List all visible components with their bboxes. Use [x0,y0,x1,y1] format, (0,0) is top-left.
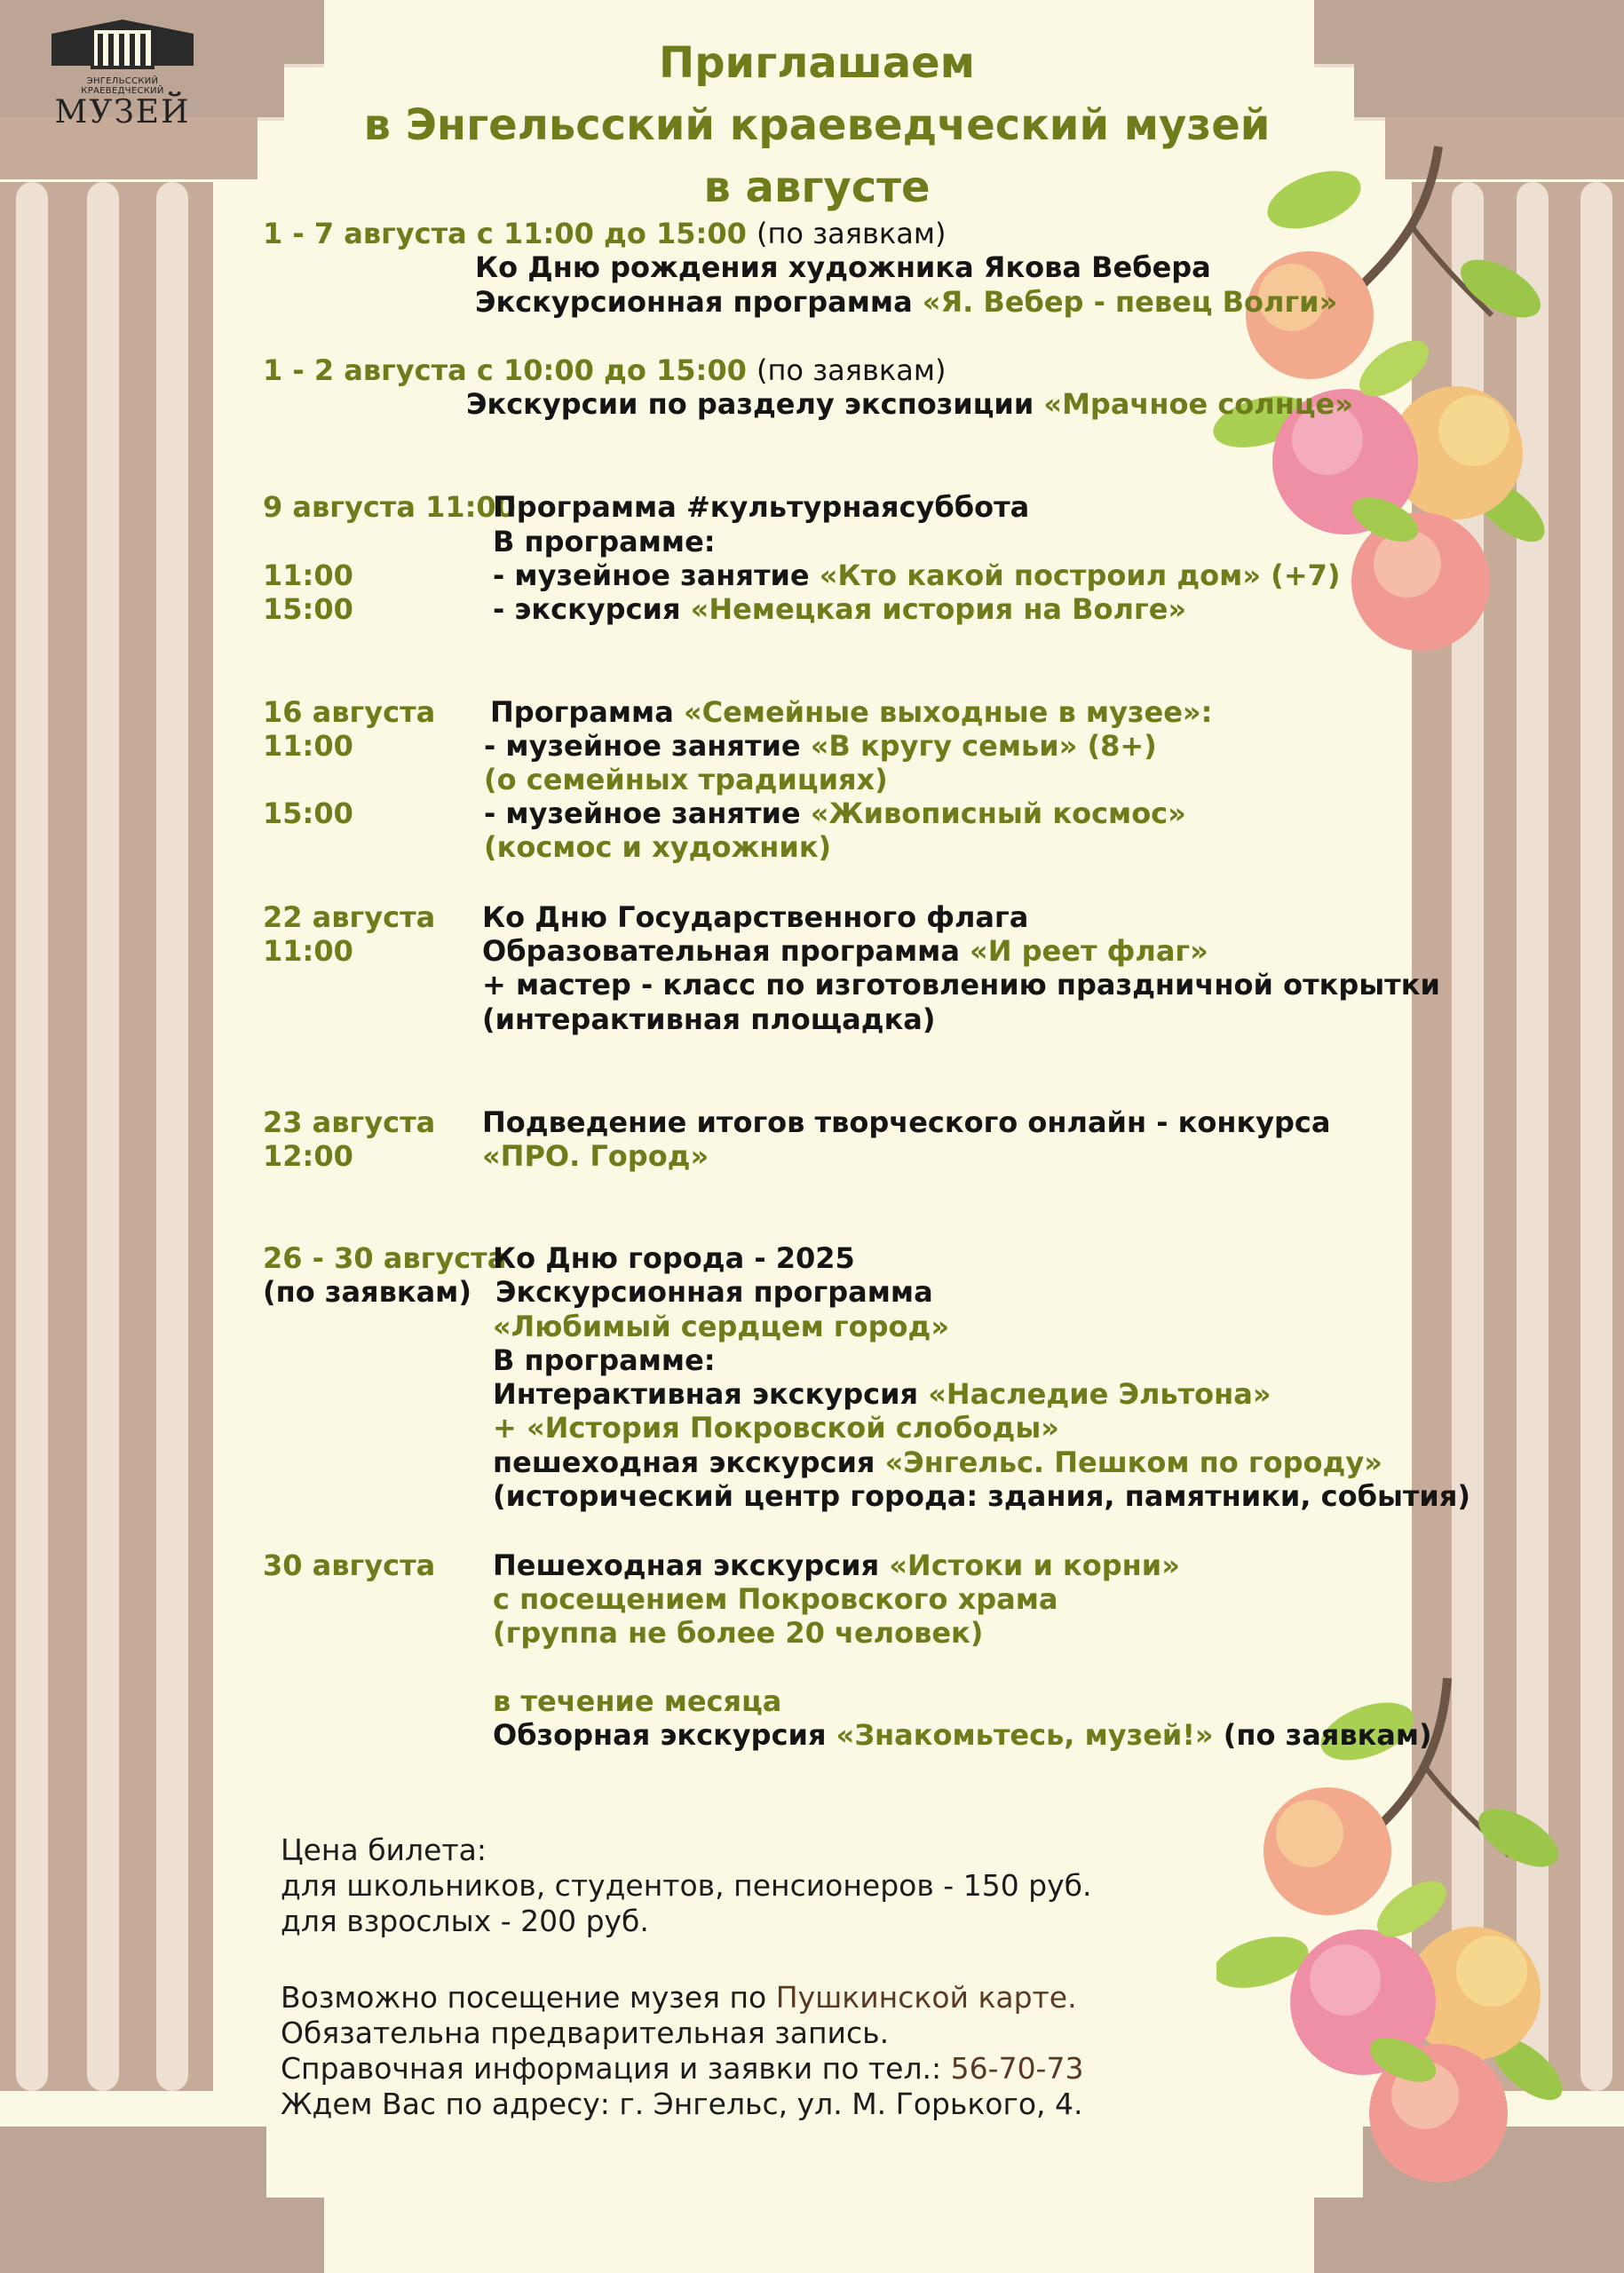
event-1-line-1: Ко Дню рождения художника Якова Вебера [475,250,1211,284]
museum-building-icon [51,16,194,71]
event-4-program: Программа «Семейные выходные в музее»: [490,695,1213,729]
title-line-1: Приглашаем [659,38,975,88]
event-5-time: 11:00 [263,934,353,968]
event-6-date: 23 августа [263,1105,436,1139]
event-5-line-2: Образовательная программа «И реет флаг» [482,934,1208,968]
event-5-date: 22 августа [263,900,436,934]
page-title [320,32,1314,218]
event-5-line-4: (интерактивная площадка) [482,1002,936,1036]
event-8-date: 30 августа [263,1548,436,1582]
event-8-line-3: (группа не более 20 человек) [493,1616,984,1650]
event-6-time: 12:00 [263,1139,353,1173]
event-3-date: 9 августа 11:00 [263,490,516,524]
event-7-line-2: Экскурсионная программа [495,1275,933,1309]
logo-name: МУЗЕЙ [54,94,191,131]
event-7-line-6: + «История Покровской слободы» [493,1411,1059,1445]
price-title: Цена билета: [281,1833,487,1867]
event-3-program: Программа #культурнаясуббота [493,490,1030,524]
title-line-3: в августе [703,162,931,212]
pushkin-card-info: Возможно посещение музея по Пушкинской карте. [281,1980,1077,2015]
event-1-line-2: Экскурсионная программа «Я. Вебер - певец Волги» [475,285,1338,319]
event-7-line-3: «Любимый сердцем город» [493,1310,950,1343]
event-8-line-1: Пешеходная экскурсия «Истоки и корни» [493,1548,1180,1582]
event-4-item-1-note: (о семейных традициях) [484,763,888,796]
address-info: Ждем Вас по адресу: г. Энгельс, ул. М. Горького, 4. [281,2087,1083,2121]
event-4-time-2: 15:00 [263,796,353,830]
event-5-line-3: + мастер - класс по изготовлению праздничной открытки [482,968,1440,1002]
event-3-time-1: 11:00 [263,558,353,592]
event-4-time-1: 11:00 [263,729,353,763]
event-7-line-7: пешеходная экскурсия «Энгельс. Пешком по городу» [493,1445,1382,1479]
event-3-item-1: - музейное занятие «Кто какой построил дом» (+7) [493,558,1341,592]
event-7-line-8: (исторический центр города: здания, памятники, события) [493,1479,1471,1513]
event-7-line-4: В программе: [493,1343,716,1377]
event-2-date: 1 - 2 августа с 10:00 до 15:00 (по заявкам) [263,353,947,387]
event-7-date: 26 - 30 августа [263,1241,507,1275]
event-4-item-1: - музейное занятие «В кругу семьи» (8+) [484,729,1157,763]
price-students: для школьников, студентов, пенсионеров - 150 руб. [281,1868,1092,1903]
event-5-line-1: Ко Дню Государственного флага [482,900,1029,934]
event-2-line-1: Экскурсии по разделу экспозиции «Мрачное солнце» [466,387,1353,421]
booking-required: Обязательна предварительная запись. [281,2016,890,2050]
price-adults: для взрослых - 200 руб. [281,1904,649,1938]
event-4-item-2-note: (космос и художник) [484,830,832,864]
logo-subtitle: ЭНГЕЛЬССКИЙ КРАЕВЕДЧЕСКИЙ [81,76,164,96]
event-3-item-2: - экскурсия «Немецкая история на Волге» [493,592,1187,626]
event-6-line-1: Подведение итогов творческого онлайн - конкурса [482,1105,1331,1139]
event-4-item-2: - музейное занятие «Живописный космос» [484,796,1186,830]
event-8-line-5: Обзорная экскурсия «Знакомьтесь, музей!» (по заявкам) [493,1718,1432,1752]
event-3-time-2: 15:00 [263,592,353,626]
event-7-note: (по заявкам) [263,1275,471,1309]
event-8-line-4: в течение месяца [493,1684,782,1718]
museum-logo [51,16,194,130]
title-line-2: в Энгельсский краеведческий музей [363,100,1271,150]
phone-info: Справочная информация и заявки по тел.: 56-70-73 [281,2051,1084,2086]
event-7-line-1: Ко Дню города - 2025 [493,1241,855,1275]
event-4-date: 16 августа [263,695,436,729]
event-1-date: 1 - 7 августа с 11:00 до 15:00 (по заявкам) [263,217,947,250]
event-7-line-5: Интерактивная экскурсия «Наследие Эльтона» [493,1377,1271,1411]
event-8-line-2: с посещением Покровского храма [493,1582,1058,1616]
event-6-line-2: «ПРО. Город» [482,1139,709,1173]
event-3-in-program: В программе: [493,525,716,558]
